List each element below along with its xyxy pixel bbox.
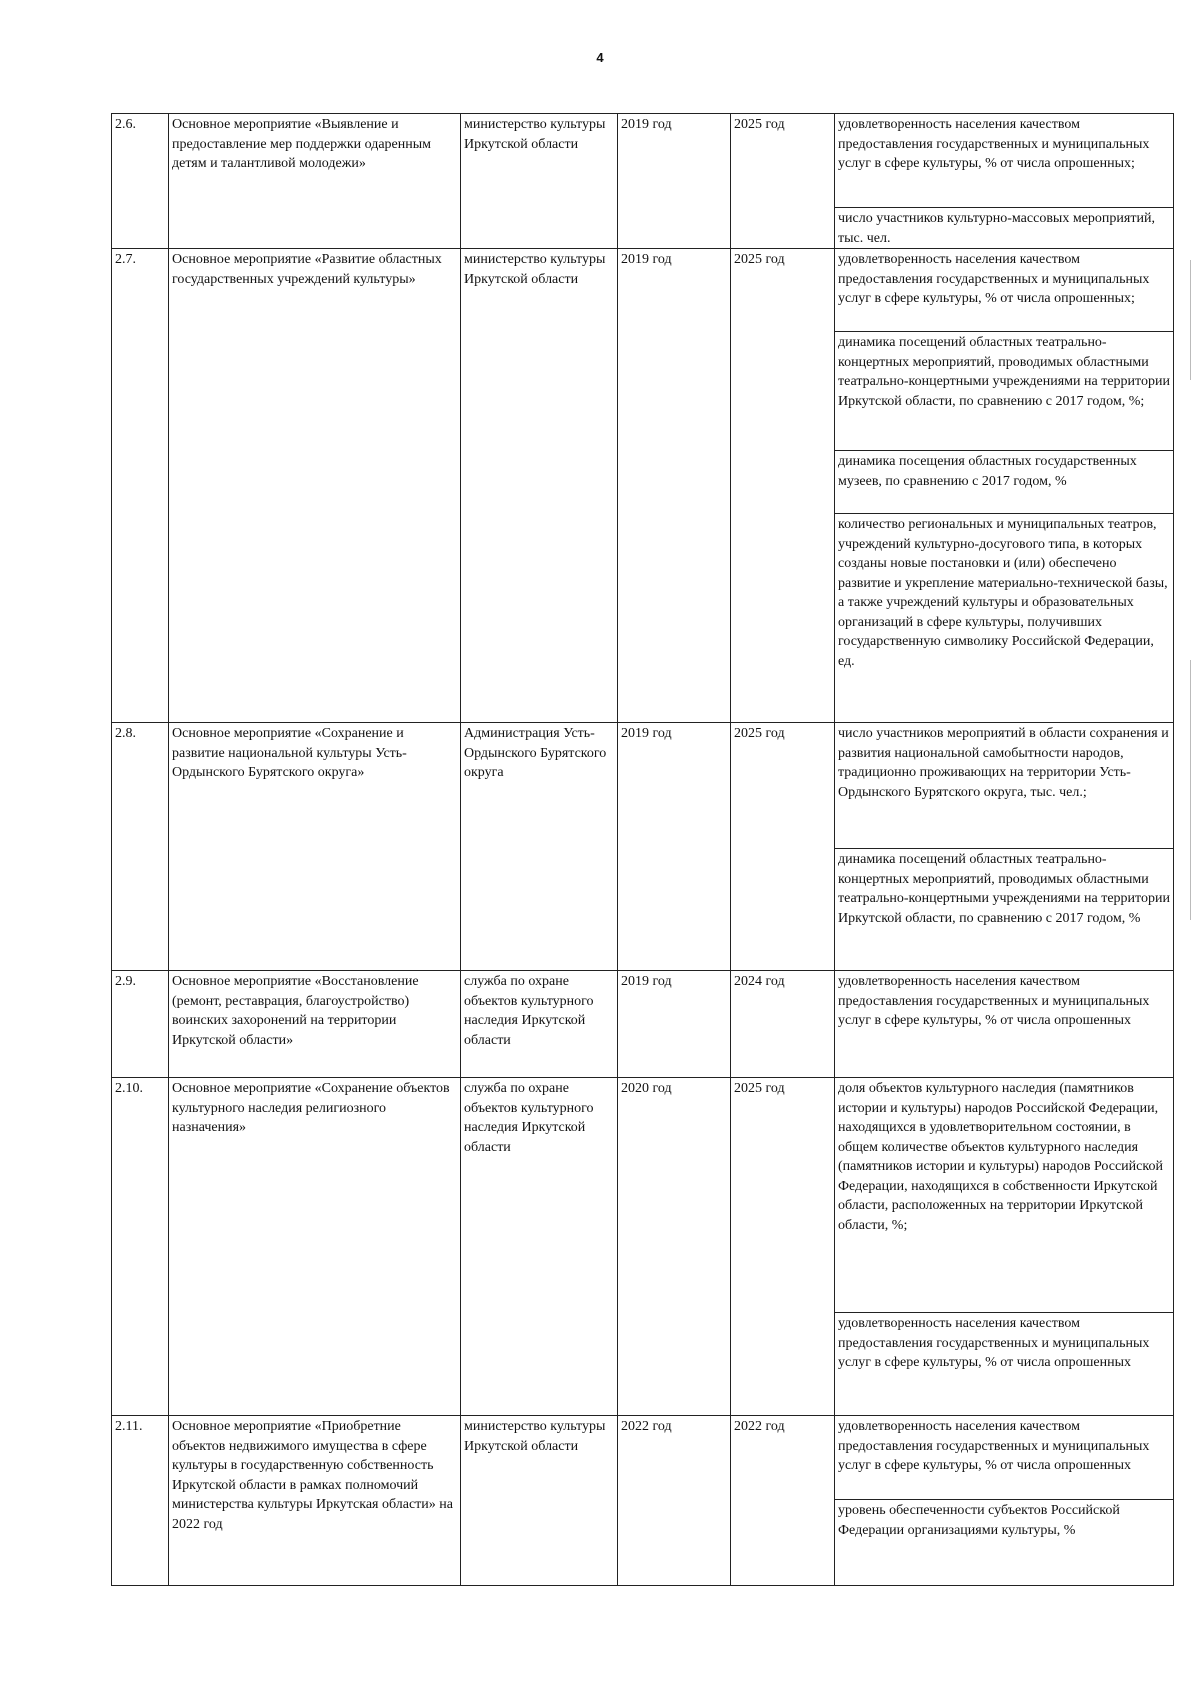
measure-end-year: 2025 год — [731, 249, 835, 723]
measure-indicator: число участников мероприятий в области сохранения и развития национальной самобытности народов, традиционно проживающих на территории Усть-Ордынского Бурятского округа, тыс. чел.; — [835, 723, 1174, 849]
measure-indicator: количество региональных и муниципальных театров, учреждений культурно-досугового типа, в которых созданы новые постановки и (или) обеспечено развитие и укрепление материально-технической базы, а также учреждений культуры и образовательных организаций в сфере культуры, получивших государственную символику Российской Федерации, ед. — [835, 514, 1174, 723]
table-row — [112, 1416, 1174, 1500]
measure-indicator: удовлетворенность населения качеством предоставления государственных и муниципальных услуг в сфере культуры, % от числа опрошенных; — [835, 114, 1174, 208]
measure-name: Основное мероприятие «Приобретние объектов недвижимого имущества в сфере культуры в государственную собственность Иркутской области в рамках полномочий министерства культуры Иркутская области» на 2022 год — [169, 1416, 461, 1586]
measure-indicator: удовлетворенность населения качеством предоставления государственных и муниципальных услуг в сфере культуры, % от числа опрошенных — [835, 1416, 1174, 1500]
measure-indicator: число участников культурно-массовых мероприятий, тыс. чел. — [835, 208, 1174, 249]
measure-name: Основное мероприятие «Выявление и предоставление мер поддержки одаренным детям и талантливой молодежи» — [169, 114, 461, 249]
table-row — [112, 1078, 1174, 1313]
measure-indicator: динамика посещений областных театрально-концертных мероприятий, проводимых областными театрально-концертными учреждениями на территории Иркутской области, по сравнению с 2017 годом, % — [835, 849, 1174, 971]
measure-executor: Администрация Усть-Ордынского Бурятского округа — [461, 723, 618, 971]
scan-edge-line — [1190, 260, 1191, 380]
measure-number: 2.9. — [112, 971, 169, 1078]
measure-end-year: 2025 год — [731, 1078, 835, 1416]
measure-end-year: 2025 год — [731, 114, 835, 249]
measure-number: 2.11. — [112, 1416, 169, 1586]
measure-start-year: 2019 год — [618, 114, 731, 249]
table-row — [112, 971, 1174, 1078]
measure-end-year: 2024 год — [731, 971, 835, 1078]
measure-executor: министерство культуры Иркутской области — [461, 114, 618, 249]
table-row — [112, 249, 1174, 332]
page-number: 4 — [596, 50, 604, 65]
measure-executor: министерство культуры Иркутской области — [461, 249, 618, 723]
measure-name: Основное мероприятие «Восстановление (ремонт, реставрация, благоустройство) воинских захоронений на территории Иркутской области» — [169, 971, 461, 1078]
scan-edge-line — [1190, 660, 1191, 920]
measure-name: Основное мероприятие «Развитие областных государственных учреждений культуры» — [169, 249, 461, 723]
measure-number: 2.6. — [112, 114, 169, 249]
measures-table — [111, 113, 1174, 1586]
measure-name: Основное мероприятие «Сохранение и развитие национальной культуры Усть-Ордынского Бурятского округа» — [169, 723, 461, 971]
table-row — [112, 114, 1174, 208]
measure-end-year: 2025 год — [731, 723, 835, 971]
measure-executor: министерство культуры Иркутской области — [461, 1416, 618, 1586]
measure-start-year: 2019 год — [618, 971, 731, 1078]
measure-number: 2.10. — [112, 1078, 169, 1416]
measure-indicator: динамика посещения областных государственных музеев, по сравнению с 2017 годом, % — [835, 451, 1174, 514]
measure-start-year: 2019 год — [618, 723, 731, 971]
measure-indicator: динамика посещений областных театрально-концертных мероприятий, проводимых областными театрально-концертными учреждениями на территории Иркутской области, по сравнению с 2017 годом, %; — [835, 332, 1174, 451]
measure-indicator: удовлетворенность населения качеством предоставления государственных и муниципальных услуг в сфере культуры, % от числа опрошенных — [835, 1313, 1174, 1416]
measure-indicator: доля объектов культурного наследия (памятников истории и культуры) народов Российской Федерации, находящихся в удовлетворительном состоянии, в общем количестве объектов культурного наследия (памятников истории и культуры) народов Российской Федерации, находящихся в собственности Иркутской области, расположенных на территории Иркутской области, %; — [835, 1078, 1174, 1313]
measure-number: 2.7. — [112, 249, 169, 723]
measure-start-year: 2022 год — [618, 1416, 731, 1586]
measure-indicator: удовлетворенность населения качеством предоставления государственных и муниципальных услуг в сфере культуры, % от числа опрошенных — [835, 971, 1174, 1078]
measure-indicator: уровень обеспеченности субъектов Российской Федерации организациями культуры, % — [835, 1500, 1174, 1586]
measure-start-year: 2019 год — [618, 249, 731, 723]
measure-number: 2.8. — [112, 723, 169, 971]
measure-executor: служба по охране объектов культурного наследия Иркутской области — [461, 1078, 618, 1416]
table-row — [112, 723, 1174, 849]
measure-indicator: удовлетворенность населения качеством предоставления государственных и муниципальных услуг в сфере культуры, % от числа опрошенных; — [835, 249, 1174, 332]
measure-end-year: 2022 год — [731, 1416, 835, 1586]
measure-name: Основное мероприятие «Сохранение объектов культурного наследия религиозного назначения» — [169, 1078, 461, 1416]
measure-executor: служба по охране объектов культурного наследия Иркутской области — [461, 971, 618, 1078]
measure-start-year: 2020 год — [618, 1078, 731, 1416]
